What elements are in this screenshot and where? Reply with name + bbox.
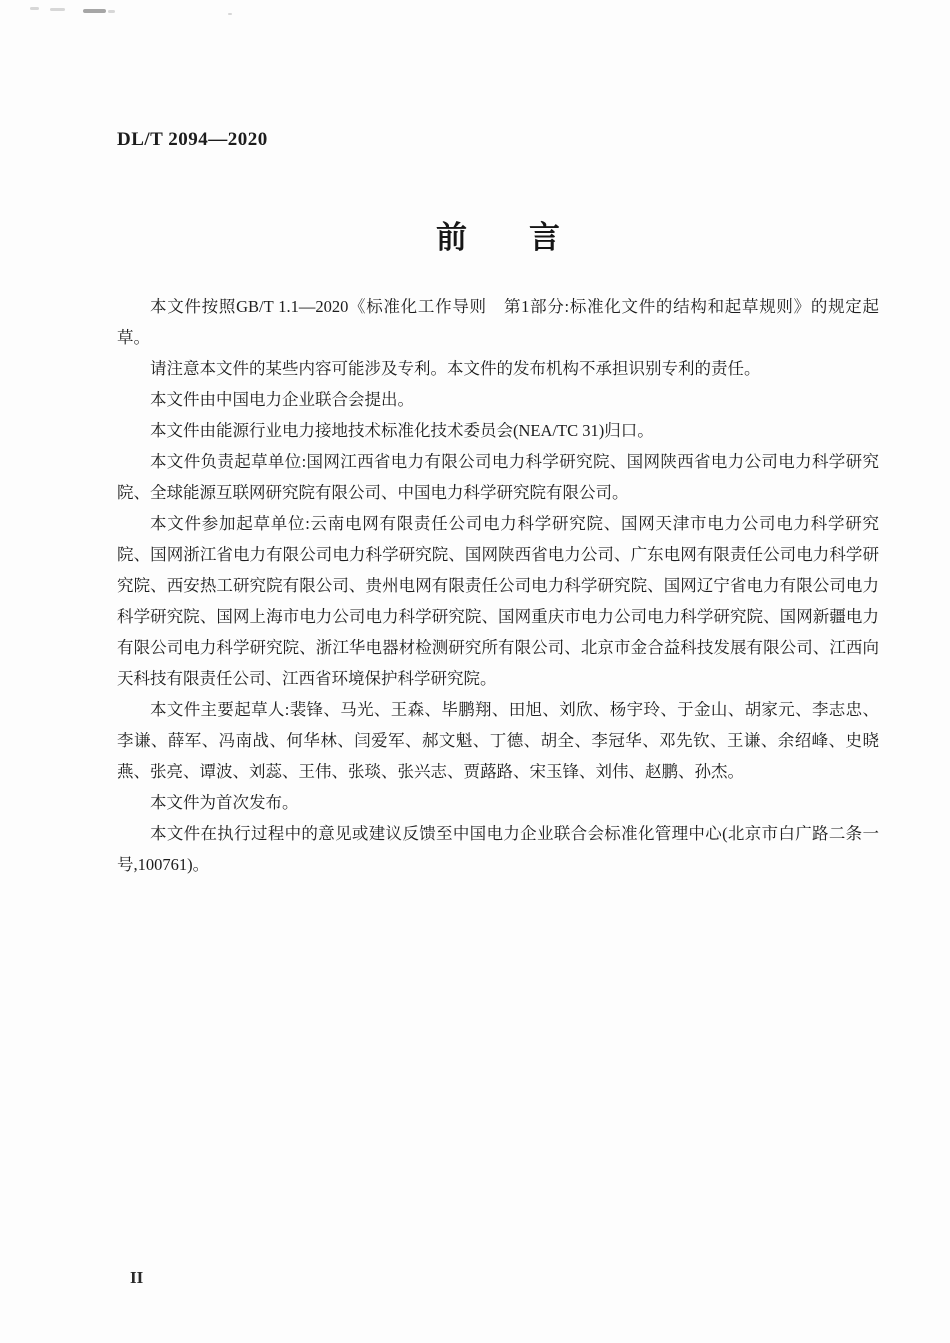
page-number: II (130, 1268, 144, 1287)
scan-artifact (83, 9, 106, 13)
paragraph-first-issue: 本文件为首次发布。 (150, 793, 299, 812)
scan-artifact (30, 7, 39, 10)
paragraph-participating-drafting-units: 本文件参加起草单位:云南电网有限责任公司电力科学研究院、国网天津市电力公司电力科学研究院、国网浙江省电力有限公司电力科学研究院、国网陕西省电力公司、广东电网有限责任公司电力科学研究院、西安热工研究院有限公司、贵州电网有限责任公司电力科学研究院、国网辽宁省电力有限公司电力科学研究院、国网上海市电力公司电力科学研究院、国网重庆市电力公司电力科学研究院、国网新疆电力有限公司电力科学研究院、浙江华电器材检测研究所有限公司、北京市金合益科技发展有限公司、江西向天科技有限责任公司、江西省环境保护科学研究院。 (117, 514, 879, 688)
paragraph-patent-notice: 请注意本文件的某些内容可能涉及专利。本文件的发布机构不承担识别专利的责任。 (150, 359, 761, 378)
paragraph-main-drafters: 本文件主要起草人:裴锋、马光、王森、毕鹏翔、田旭、刘欣、杨宇玲、于金山、胡家元、李志忠、李谦、薛军、冯南战、何华林、闫爱军、郝文魁、丁德、胡全、李冠华、邓先钦、王谦、余绍峰、史晓燕、张亮、谭波、刘蕊、王伟、张琰、张兴志、贾蕗路、宋玉锋、刘伟、赵鹏、孙杰。 (117, 700, 879, 781)
paragraph-drafting-basis: 本文件按照GB/T 1.1—2020《标准化工作导则 第1部分:标准化文件的结构和起草规则》的规定起草。 (117, 297, 879, 347)
page-title: 前 言 (436, 220, 560, 255)
standard-number-header: DL/T 2094—2020 (117, 129, 268, 150)
scan-artifact (50, 8, 65, 11)
paragraph-proposed-by: 本文件由中国电力企业联合会提出。 (150, 390, 414, 409)
paragraph-under-committee: 本文件由能源行业电力接地技术标准化技术委员会(NEA/TC 31)归口。 (150, 421, 654, 440)
scan-artifact (108, 10, 115, 13)
paragraph-feedback-address: 本文件在执行过程中的意见或建议反馈至中国电力企业联合会标准化管理中心(北京市白广路二条一号,100761)。 (117, 824, 879, 874)
paragraph-lead-drafting-units: 本文件负责起草单位:国网江西省电力有限公司电力科学研究院、国网陕西省电力公司电力科学研究院、全球能源互联网研究院有限公司、中国电力科学研究院有限公司。 (117, 452, 879, 502)
document-body (117, 291, 879, 880)
scan-artifact (228, 13, 232, 15)
